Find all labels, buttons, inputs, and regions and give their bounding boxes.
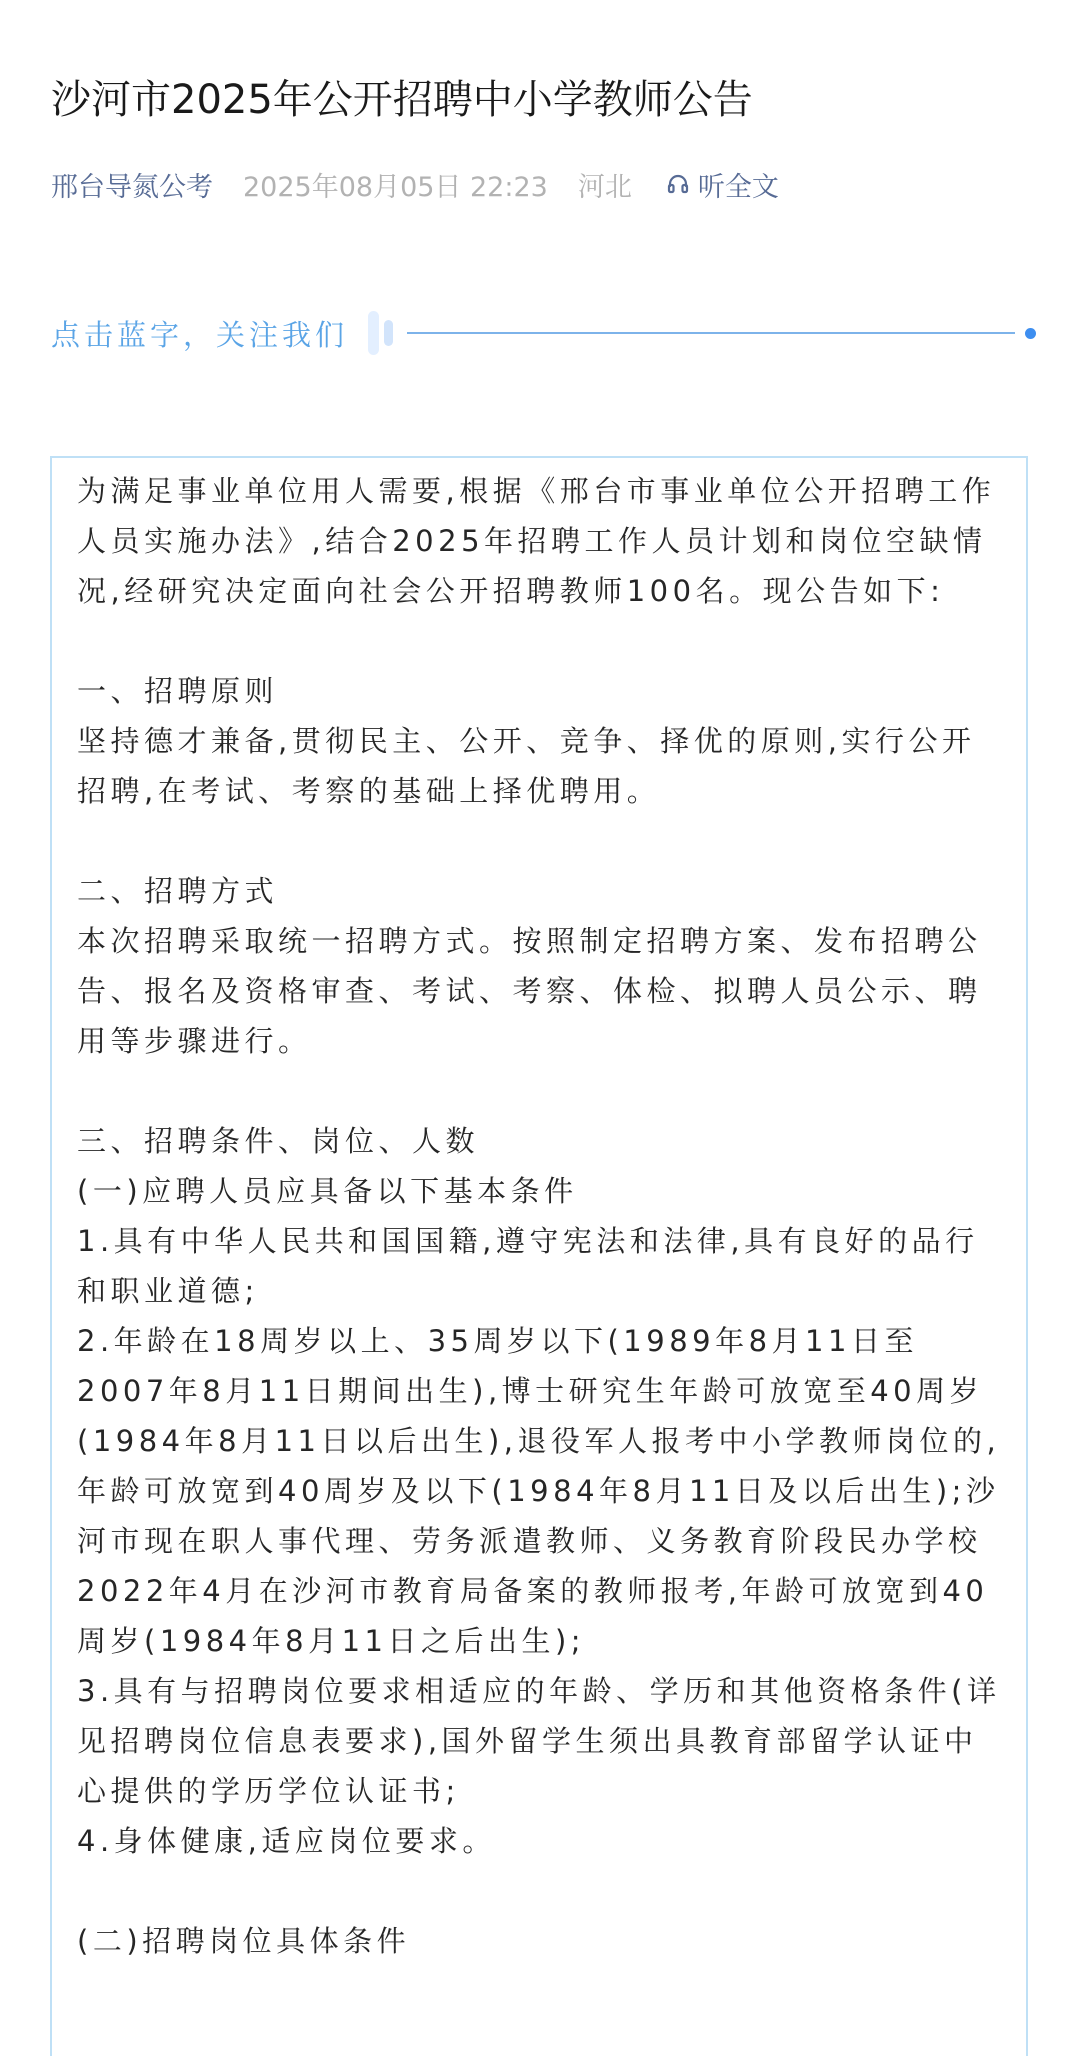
paragraph-gap bbox=[77, 616, 1001, 666]
follow-text: 点击蓝字，关注我们 bbox=[51, 317, 349, 352]
subsection-heading: (一)应聘人员应具备以下基本条件 bbox=[77, 1174, 578, 1208]
listen-button[interactable] bbox=[666, 165, 779, 204]
divider-line bbox=[407, 332, 1015, 334]
decor-pill bbox=[368, 311, 379, 355]
body-paragraph: 坚持德才兼备,贯彻民主、公开、竞争、择优的原则,实行公开招聘,在考试、考察的基础上择优聘用。 bbox=[77, 724, 976, 808]
article-title: 沙河市2025年公开招聘中小学教师公告 bbox=[51, 77, 753, 123]
intro-paragraph: 为满足事业单位用人需要,根据《邢台市事业单位公开招聘工作人员实施办法》,结合2025年招聘工作人员计划和岗位空缺情况,经研究决定面向社会公开招聘教师100名。现公告如下: bbox=[77, 474, 996, 608]
body-paragraph: 本次招聘采取统一招聘方式。按照制定招聘方案、发布招聘公告、报名及资格审查、考试、考察、体检、拟聘人员公示、聘用等步骤进行。 bbox=[77, 924, 982, 1058]
paragraph-gap bbox=[77, 816, 1001, 866]
section-heading: 三、招聘条件、岗位、人数 bbox=[77, 1124, 480, 1158]
paragraph-gap bbox=[77, 1866, 1001, 1916]
region-label: 河北 bbox=[577, 171, 632, 203]
article-meta bbox=[51, 162, 779, 206]
list-item: 2.年龄在18周岁以上、35周岁以下(1989年8月11日至2007年8月11日期间出生),博士研究生年龄可放宽至40周岁(1984年8月11日以后出生),退役军人报考中小学教师岗位的,年龄可放宽到40周岁及以下(1984年8月11日及以后出生);沙河市现在职人事代理、劳务派遣教师、义务教育阶段民办学校2022年4月在沙河市教育局备案的教师报考,年龄可放宽到40周岁(1984年8月11日之后出生); bbox=[77, 1324, 1001, 1658]
list-item: 3.具有与招聘岗位要求相适应的年龄、学历和其他资格条件(详见招聘岗位信息表要求),国外留学生须出具教育部留学认证中心提供的学历学位认证书; bbox=[77, 1674, 1001, 1808]
list-item: 1.具有中华人民共和国国籍,遵守宪法和法律,具有良好的品行和职业道德; bbox=[77, 1224, 979, 1308]
list-item: 4.身体健康,适应岗位要求。 bbox=[77, 1824, 496, 1858]
publish-date: 2025年08月05日 22:23 bbox=[243, 171, 548, 203]
section-heading: 二、招聘方式 bbox=[77, 874, 279, 908]
listen-label: 听全文 bbox=[697, 171, 779, 203]
decor-pill-small bbox=[384, 320, 393, 346]
article-body bbox=[50, 456, 1028, 2056]
subsection-heading: (二)招聘岗位具体条件 bbox=[77, 1924, 411, 1958]
paragraph-gap bbox=[77, 1066, 1001, 1116]
section-heading: 一、招聘原则 bbox=[77, 674, 279, 708]
author-link[interactable]: 邢台导氮公考 bbox=[51, 171, 213, 203]
headphones-icon bbox=[666, 172, 690, 196]
divider-dot bbox=[1025, 328, 1036, 339]
follow-banner[interactable] bbox=[51, 308, 1036, 358]
